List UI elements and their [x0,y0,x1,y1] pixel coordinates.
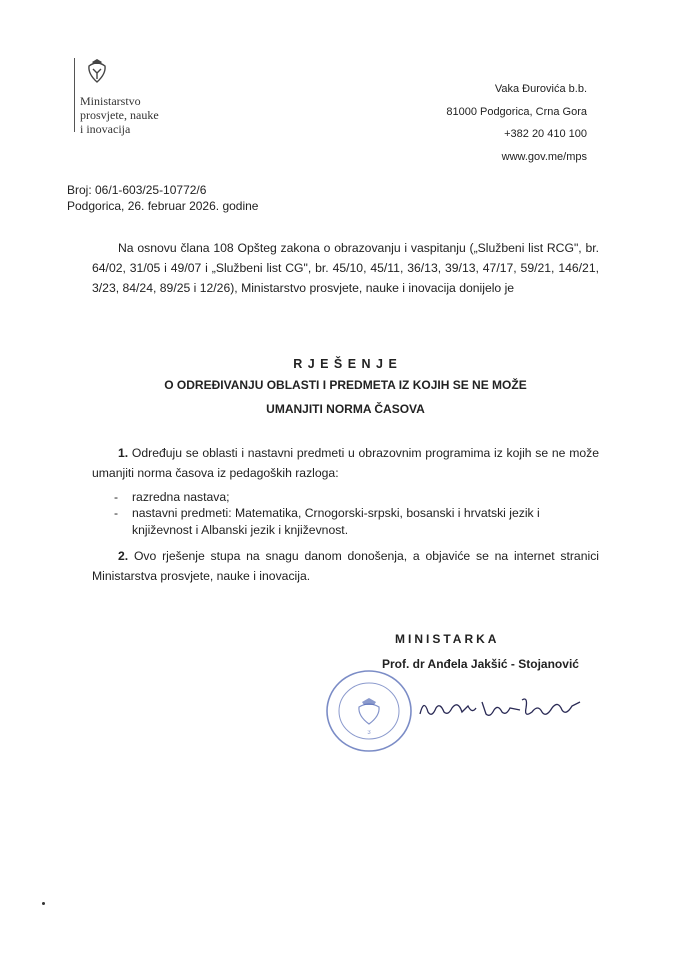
address-street: Vaka Đurovića b.b. [494,83,587,95]
page-mark [42,902,45,905]
item-2-paragraph [92,546,599,586]
svg-text:3: 3 [367,730,371,736]
list-dash: - [114,506,119,520]
signatory-title: MINISTARKA [395,632,500,646]
decision-subtitle-line2: UMANJITI NORMA ČASOVA [266,402,425,416]
decision-subtitle-line1: O ODREĐIVANJU OBLASTI I PREDMETA IZ KOJIH SE NE MOŽE [164,378,527,392]
address-phone: +382 20 410 100 [504,128,587,140]
document-number: Broj: 06/1-603/25-10772/6 [67,183,207,197]
list-item: - nastavni predmeti: Matematika, Crnogorski-srpski, bosanski i hrvatski jezik i književnost i Albanski jezik i književnost. [114,506,540,537]
list-item: - razredna nastava; [114,490,230,504]
list-dash: - [114,490,119,504]
signatory-name: Prof. dr Anđela Jakšić - Stojanović [382,657,579,671]
item-1-number: 1. [118,446,129,460]
ministry-name: Ministarstvo prosvjete, nauke i inovacija [80,94,159,136]
item-2-text: Ovo rješenje stupa na snagu danom donošenja, a objaviće se na internet stranici Ministarstva prosvjete, nauke i inovacija. [92,549,599,583]
logo-divider [74,58,75,132]
decision-title: R J E Š E N J E [293,357,398,371]
handwritten-signature [410,688,590,728]
montenegro-coat-of-arms-icon [86,58,108,86]
official-stamp [314,668,424,754]
preamble-paragraph: Na osnovu člana 108 Opšteg zakona o obrazovanju i vaspitanju („Službeni list RCG", br. 64/02, 31/05 i 49/07 i „Službeni list CG", br. 45/10, 45/11, 36/13, 39/13, 47/17, 59/21, 146/21, 3/23, 84/24, 89/25 i 12/26), Ministarstvo prosvjete, nauke i inovacija donijelo je [92,241,599,295]
item-1-text: Određuju se oblasti i nastavni predmeti u obrazovnim programima iz kojih se ne može umanjiti norma časova iz pedagoških razloga: [92,446,599,480]
address-city: 81000 Podgorica, Crna Gora [446,106,587,118]
address-website[interactable]: www.gov.me/mps [501,151,587,163]
item-1-paragraph [92,443,599,483]
document-date: Podgorica, 26. februar 2026. godine [67,199,259,213]
item-2-number: 2. [118,549,129,563]
